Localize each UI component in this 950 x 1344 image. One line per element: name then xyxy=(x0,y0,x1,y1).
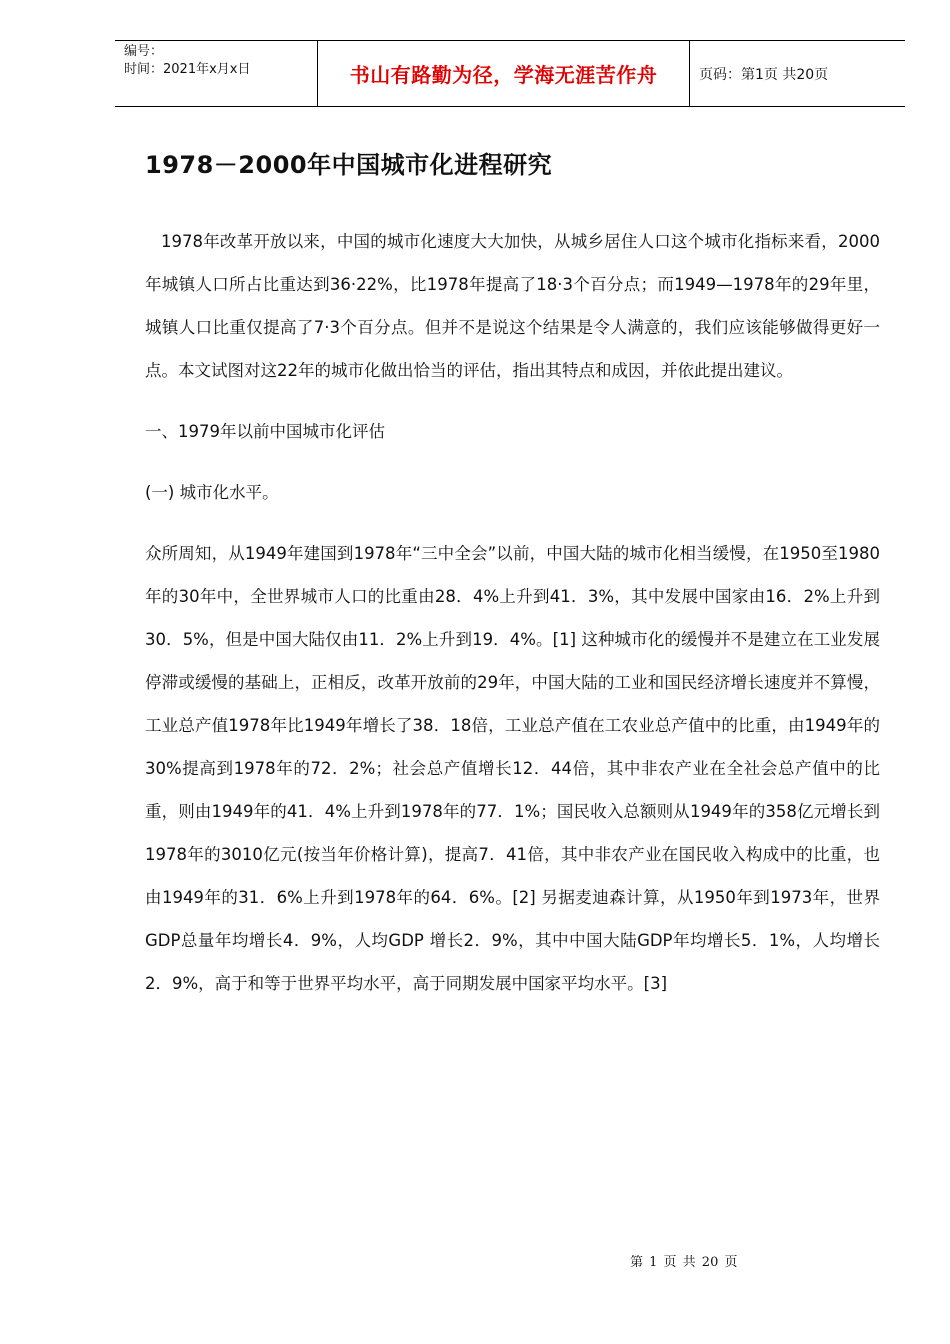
serial-number-label: 编号： xyxy=(124,44,164,59)
header-page-info: 页码：第1页 共20页 xyxy=(699,66,829,83)
intro-paragraph: 1978年改革开放以来，中国的城市化速度大大加快，从城乡居住人口这个城市化指标来看，2000年城镇人口所占比重达到36·22%，比1978年提高了18·3个百分点；而1949—1978年的29年里，城镇人口比重仅提高了7·3个百分点。但并不是说这个结果是令人满意的，我们应该能够做得更好一点。本文试图对这22年的城市化做出恰当的评估，指出其特点和成因，并依此提出建议。 xyxy=(145,232,880,380)
body-paragraph: 众所周知，从1949年建国到1978年“三中全会”以前，中国大陆的城市化相当缓慢，在1950至1980年的30年中，全世界城市人口的比重由28．4%上升到41．3%，其中发展中国家由16．2%上升到30．5%，但是中国大陆仅由11．2%上升到19．4%。[1] 这种城市化的缓慢并不是建立在工业发展停滞或缓慢的基础上，正相反，改革开放前的29年，中国大陆的工业和国民经济增长速度并不算慢，工业总产值1978年比1949年增长了38．18倍，工业总产值在工农业总产值中的比重，由1949年的30%提高到1978年的72．2%；社会总产值增长12．44倍，其中非农产业在全社会总产值中的比重，则由1949年的41．4%上升到1978年的77．1%；国民收入总额则从1949年的358亿元增长到1978年的3010亿元(按当年价格计算)，提高7．41倍，其中非农产业在国民收入构成中的比重，也由1949年的31．6%上升到1978年的64．6%。[2] 另据麦迪森计算，从1950年到1973年，世界GDP总量年均增长4．9%，人均GDP 增长2．9%，其中中国大陆GDP年均增长5．1%，人均增长2．9%，高于和等于世界平均水平，高于同期发展中国家平均水平。[3] xyxy=(145,544,880,993)
document-header xyxy=(115,40,905,107)
section-heading: 一、1979年以前中国城市化评估 xyxy=(145,422,385,441)
document-title: 1978－2000年中国城市化进程研究 xyxy=(145,151,553,179)
header-meta-cell xyxy=(115,41,317,106)
header-motto: 书山有路勤为径，学海无涯苦作舟 xyxy=(317,41,690,106)
subsection-heading: (一) 城市化水平。 xyxy=(145,483,279,502)
page-footer: 第 1 页 共 20 页 xyxy=(630,1255,738,1270)
date-label: 时间：2021年x月x日 xyxy=(124,62,251,77)
document-body xyxy=(145,220,880,1005)
